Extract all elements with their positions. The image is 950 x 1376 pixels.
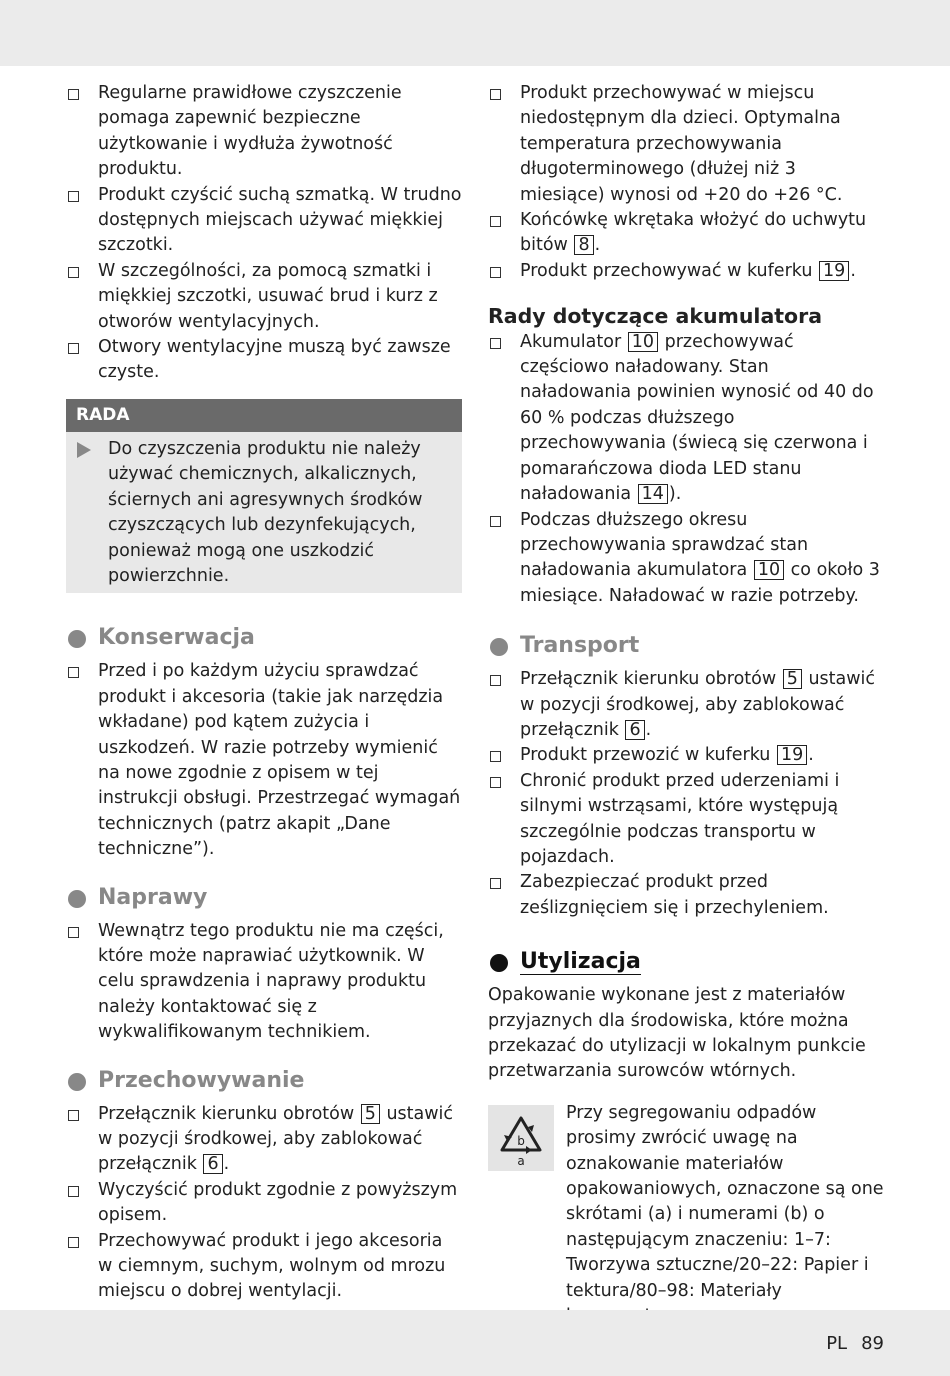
recycle-a-label: a	[517, 1153, 525, 1168]
tip-heading: RADA	[66, 399, 462, 432]
section-title: Transport	[520, 633, 640, 659]
list-item: Produkt przechowywać w kuferku 19 .	[488, 259, 884, 284]
page-number: 89	[861, 1333, 884, 1354]
list-item: Przed i po każdym użyciu sprawdzać produkt i akcesoria (takie jak narzędzia wkładane) pod kątem zużycia i uszkodzeń. W razie potrzeby wymienić na nowe zgodnie z opisem w tej instrukcji obsługi. Przestrzegać wymagań technicznych (patrz akapit „Dane techniczne”).	[66, 659, 462, 862]
page-footer	[826, 1331, 884, 1357]
triangle-arrow-icon	[77, 442, 91, 458]
reference-number: 6	[203, 1154, 222, 1174]
bullet-dot-icon	[490, 954, 508, 972]
reference-number: 10	[628, 332, 658, 352]
recycling-symbol-icon	[488, 1105, 554, 1171]
tip-text: Do czyszczenia produktu nie należy używać chemicznych, alkalicznych, ściernych ani agresywnych środków czyszczących lub dezynfekujących, ponieważ mogą one uszkodzić powierzchnie.	[108, 438, 423, 586]
przechowywanie-list	[66, 1102, 462, 1305]
list-item: Regularne prawidłowe czyszczenie pomaga zapewnić bezpieczne użytkowanie i wydłuża żywotność produktu.	[66, 81, 462, 183]
footer-band	[0, 1310, 950, 1376]
list-item: Przełącznik kierunku obrotów 5 ustawić w pozycji środkowej, aby zablokować przełącznik 6 .	[488, 667, 884, 743]
section-przechowywanie-heading	[66, 1066, 462, 1096]
list-item: Produkt czyścić suchą szmatką. W trudno dostępnych miejscach używać miękkiej szczotki.	[66, 183, 462, 259]
left-column	[66, 81, 462, 1305]
list-item: Przełącznik kierunku obrotów 5 ustawić w pozycji środkowej, aby zablokować przełącznik 6 .	[66, 1102, 462, 1178]
recycling-note	[488, 1101, 884, 1330]
right-column	[488, 81, 884, 1329]
section-naprawy-heading	[66, 883, 462, 913]
utylizacja-intro: Opakowanie wykonane jest z materiałów przyjaznych dla środowiska, które można przekazać do utylizacji w lokalnym punkcie przetwarzania surowców wtórnych.	[488, 985, 866, 1082]
list-item: W szczególności, za pomocą szmatki i miękkiej szczotki, usuwać brud i kurz z otworów wentylacyjnych.	[66, 259, 462, 335]
section-title: Utylizacja	[520, 949, 641, 975]
list-item: Wewnątrz tego produktu nie ma części, które może naprawiać użytkownik. W celu sprawdzenia i naprawy produktu należy kontaktować się z wykwalifikowanym technikiem.	[66, 919, 462, 1046]
list-item: Przechowywać produkt i jego akcesoria w ciemnym, suchym, wolnym od mrozu miejscu o dobrej wentylacji.	[66, 1229, 462, 1305]
battery-heading: Rady dotyczące akumulatora	[488, 304, 823, 329]
list-item: Końcówkę wkrętaka włożyć do uchwytu bitów 8 .	[488, 208, 884, 259]
recycling-text: Przy segregowaniu odpadów prosimy zwrócić uwagę na oznakowanie materiałów opakowaniowych, oznaczone są one skrótami (a) i numerami (b) o następującym znaczeniu: 1–7: Tworzywa sztuczne/20–22: Papier i tektura/80–98: Materiały	[566, 1102, 884, 1301]
reference-number: 10	[754, 560, 784, 580]
section-konserwacja-heading	[66, 623, 462, 653]
tip-body	[66, 432, 462, 589]
reference-number: 5	[783, 669, 802, 689]
recycle-b-label: b	[517, 1133, 525, 1148]
list-item: Akumulator 10 przechowywać częściowo naładowany. Stan naładowania powinien wynosić od 40 do 60 % podczas dłuższego przechowywania (świecą się czerwona i pomarańczowa dioda LED stanu naładowania 14 ).	[488, 330, 884, 508]
bullet-dot-icon	[68, 630, 86, 648]
section-title: Konserwacja	[98, 625, 255, 651]
reference-number: 19	[777, 745, 807, 765]
konserwacja-list	[66, 659, 462, 862]
reference-number: 19	[819, 261, 849, 281]
transport-list	[488, 667, 884, 921]
language-code: PL	[826, 1333, 848, 1354]
section-title: Przechowywanie	[98, 1067, 305, 1093]
naprawy-list	[66, 919, 462, 1046]
bullet-dot-icon	[490, 638, 508, 656]
list-item: Produkt przewozić w kuferku 19 .	[488, 743, 884, 768]
reference-number: 8	[574, 235, 593, 255]
bullet-dot-icon	[68, 890, 86, 908]
cleaning-list	[66, 81, 462, 386]
storage-list	[488, 81, 884, 284]
section-title: Naprawy	[98, 884, 208, 910]
section-transport-heading	[488, 631, 884, 661]
reference-number: 6	[625, 720, 644, 740]
list-item: Otwory wentylacyjne muszą być zawsze czyste.	[66, 335, 462, 386]
list-item: Zabezpieczać produkt przed ześlizgnięciem się i przechyleniem.	[488, 870, 884, 921]
section-utylizacja-heading	[488, 947, 884, 977]
list-item: Wyczyścić produkt zgodnie z powyższym opisem.	[66, 1178, 462, 1229]
list-item: Produkt przechowywać w miejscu niedostępnym dla dzieci. Optymalna temperatura przechowywania długoterminowego (dłużej niż 3 miesiące) wynosi od +20 do +26 °C.	[488, 81, 884, 208]
reference-number: 5	[361, 1104, 380, 1124]
battery-list	[488, 330, 884, 609]
header-band	[0, 0, 950, 66]
reference-number: 14	[638, 484, 668, 504]
tip-box	[66, 399, 462, 593]
list-item: Chronić produkt przed uderzeniami i silnymi wstrząsami, które występują szczególnie podczas transportu w pojazdach.	[488, 769, 884, 871]
list-item: Podczas dłuższego okresu przechowywania sprawdzać stan naładowania akumulatora 10 co około 3 miesiące. Naładować w razie potrzeby.	[488, 508, 884, 610]
bullet-dot-icon	[68, 1073, 86, 1091]
